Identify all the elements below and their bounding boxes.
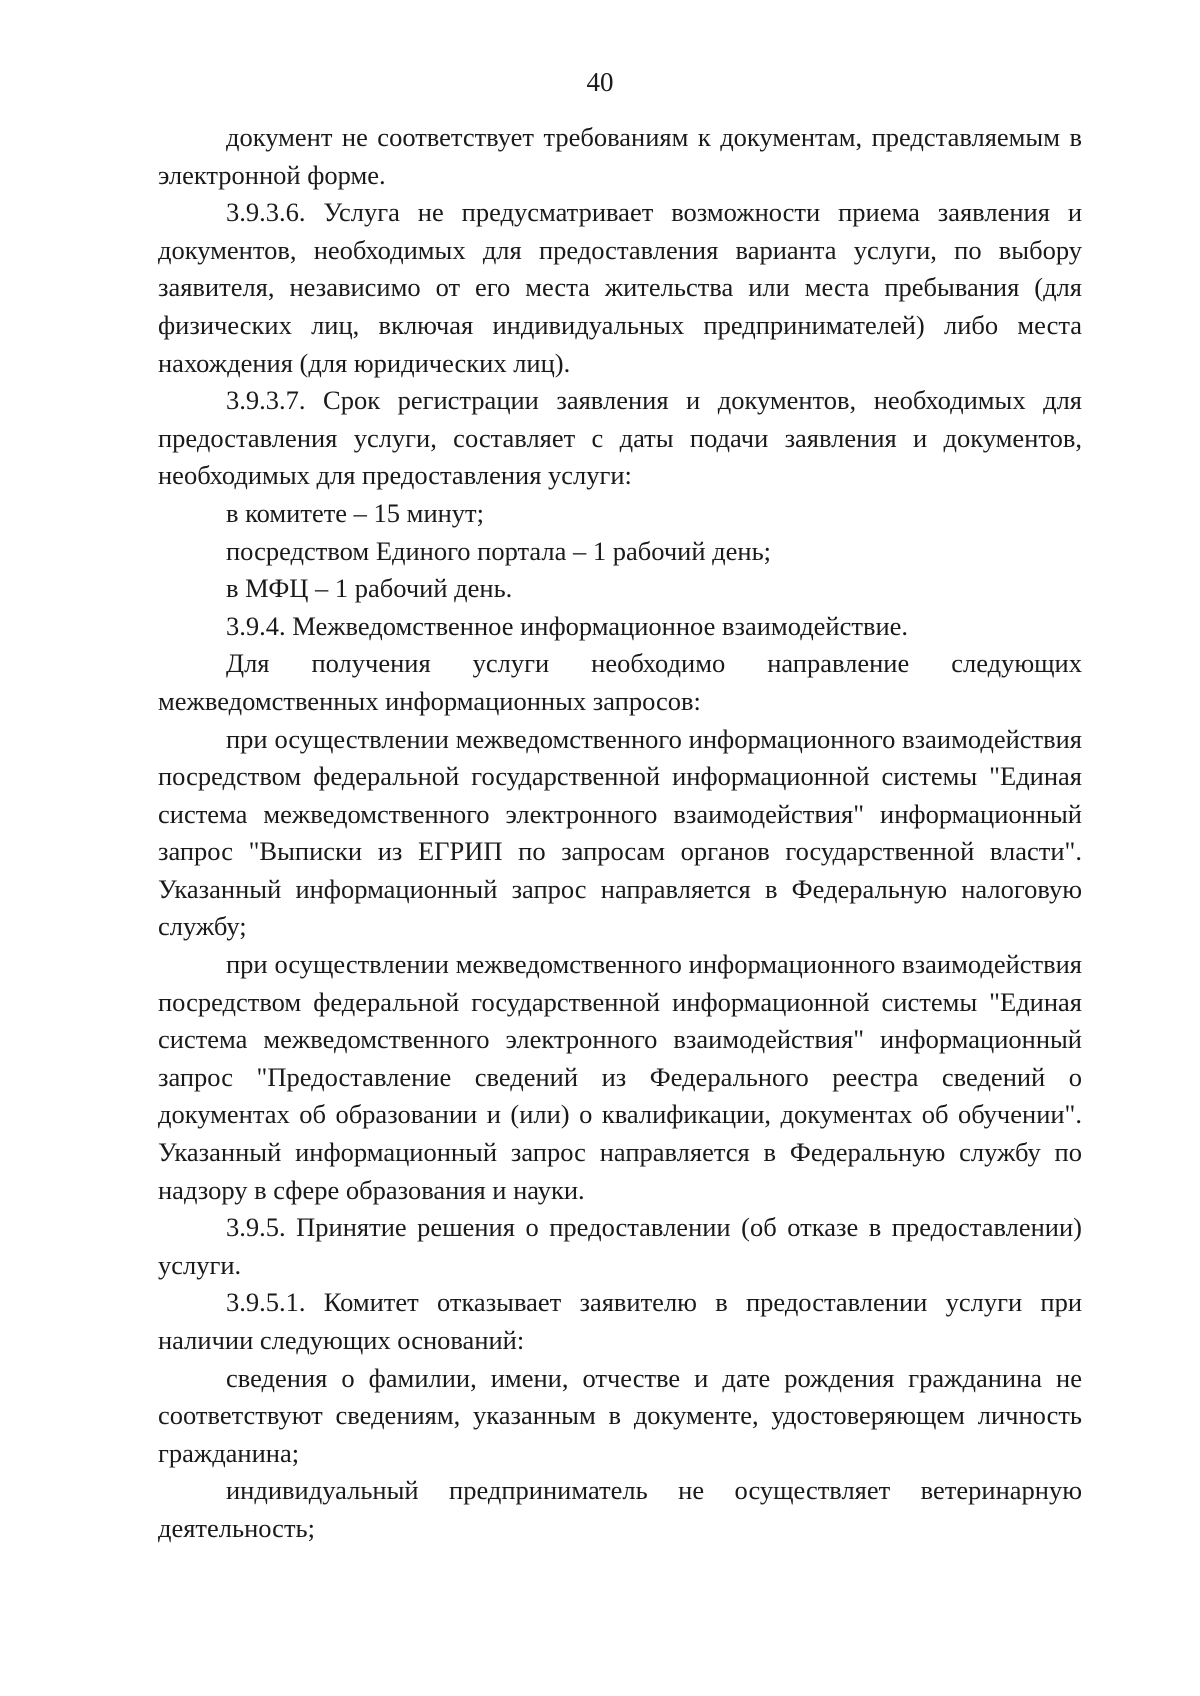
paragraph-continuation: документ не соответствует требованиям к документам, представляемым в электронной форме. [158, 122, 1082, 190]
paragraph-3-9-5-1: 3.9.5.1. Комитет отказывает заявителю в предоставлении услуги при наличии следующих оснований: [158, 1287, 1082, 1355]
page-number: 40 [586, 67, 614, 97]
paragraph-requests-intro: Для получения услуги необходимо направление следующих межведомственных информационных запросов: [158, 648, 1082, 716]
list-item-committee: в комитете – 15 минут; [226, 497, 484, 528]
paragraph-3-9-3-6: 3.9.3.6. Услуга не предусматривает возможности приема заявления и документов, необходимых для предоставления варианта услуги, по выбору заявителя, независимо от его места жительства или места пребывания (для физических лиц, включая индивидуальных предпринимателей) либо места нахождения (для юридических лиц). [158, 197, 1082, 378]
paragraph-3-9-4-heading: 3.9.4. Межведомственное информационное взаимодействие. [226, 610, 909, 641]
document-body [158, 119, 1082, 1548]
list-item-portal: посредством Единого портала – 1 рабочий день; [226, 535, 772, 566]
paragraph-3-9-3-7: 3.9.3.7. Срок регистрации заявления и документов, необходимых для предоставления услуги, составляет с даты подачи заявления и документов, необходимых для предоставления услуги: [158, 385, 1082, 491]
list-item-mfc: в МФЦ – 1 рабочий день. [226, 573, 513, 604]
list-item-personal-data: сведения о фамилии, имени, отчестве и дате рождения гражданина не соответствуют сведениям, указанным в документе, удостоверяющем личность гражданина; [158, 1362, 1082, 1468]
paragraph-3-9-5-heading: 3.9.5. Принятие решения о предоставлении (об отказе в предоставлении) услуги. [158, 1212, 1082, 1280]
paragraph-request-egrip: при осуществлении межведомственного информационного взаимодействия посредством федеральной государственной информационной системы "Единая система межведомственного электронного взаимодействия" информационный запрос "Выписки из ЕГРИП по запросам органов государственной власти". Указанный информационный запрос направляется в Федеральную налоговую службу; [158, 723, 1082, 942]
paragraph-request-education: при осуществлении межведомственного информационного взаимодействия посредством федеральной государственной информационной системы "Единая система межведомственного электронного взаимодействия" информационный запрос "Предоставление сведений из Федерального реестра сведений о документах об образовании и (или) о квалификации, документах об обучении". Указанный информационный запрос направляется в Федеральную службу по надзору в сфере образования и науки. [158, 949, 1082, 1205]
list-item-veterinary-activity: индивидуальный предприниматель не осуществляет ветеринарную деятельность; [158, 1475, 1082, 1543]
